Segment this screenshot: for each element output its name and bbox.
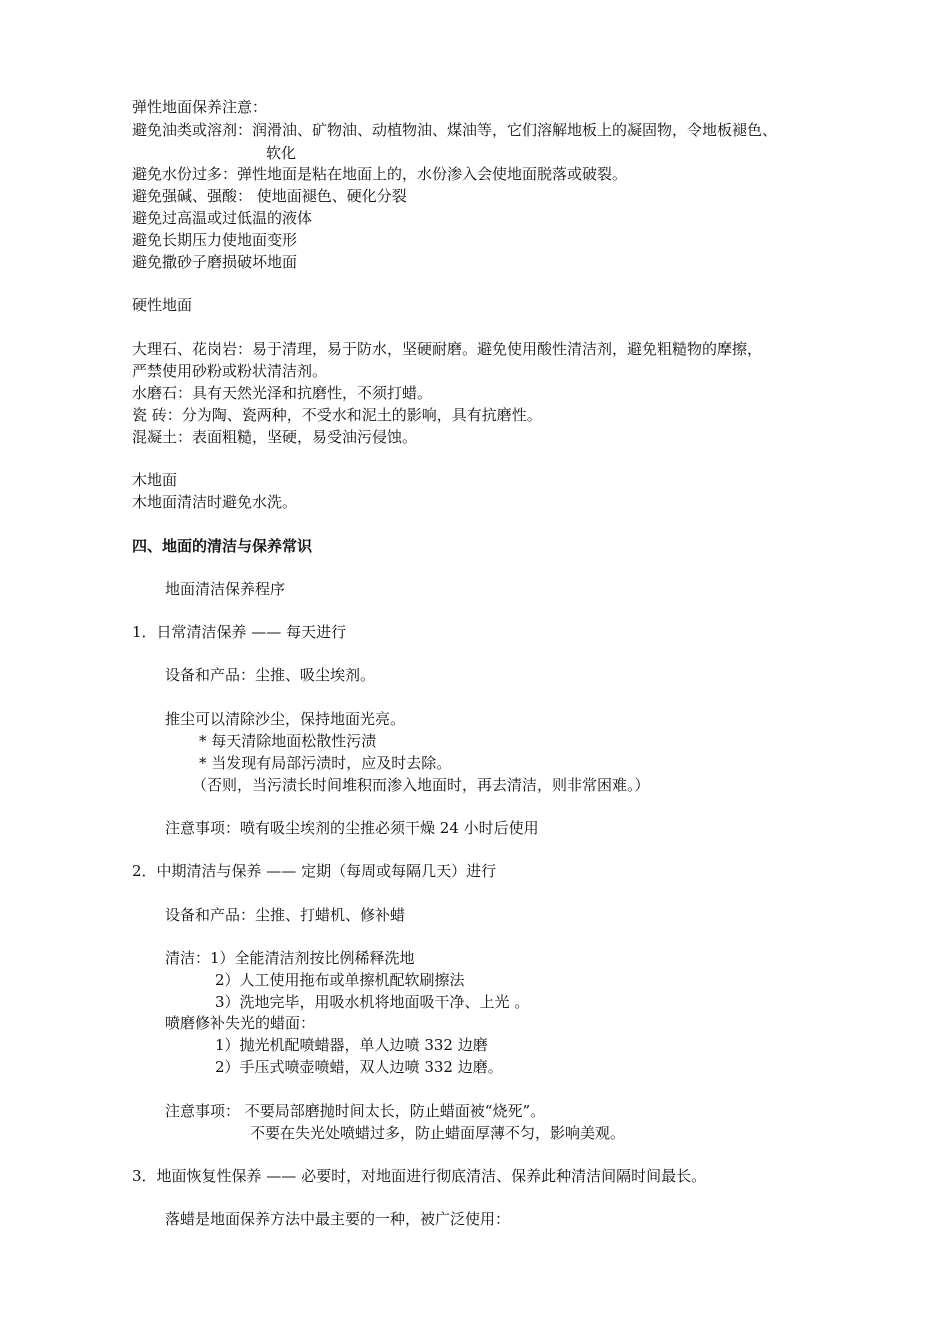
- text-line: 避免过高温或过低温的液体: [132, 209, 313, 227]
- numbered-item-1: 1．日常清洁保养 —— 每天进行: [132, 623, 347, 641]
- text-line: 落蜡是地面保养方法中最主要的一种，被广泛使用：: [165, 1210, 511, 1228]
- text-line: 木地面清洁时避免水洗。: [132, 493, 298, 511]
- text-line: 软化: [266, 144, 297, 162]
- note-line: 注意事项：喷有吸尘埃剂的尘推必须干燥 24 小时后使用: [165, 819, 539, 837]
- text-line: 2）手压式喷壶喷蜡，双人边喷 332 边磨。: [215, 1058, 503, 1076]
- text-line: 严禁使用砂粉或粉状清洁剂。: [132, 362, 328, 380]
- text-line: 大理石、花岗岩：易于清理，易于防水，坚硬耐磨。避免使用酸性清洁剂，避免粗糙物的摩擦，: [132, 340, 763, 358]
- note-line: 不要在失光处喷蜡过多，防止蜡面厚薄不匀，影响美观。: [250, 1124, 626, 1142]
- section-heading: 四、地面的清洁与保养常识: [132, 537, 313, 555]
- text-line: 避免撒砂子磨损破坏地面: [132, 253, 298, 271]
- numbered-item-3: 3．地面恢复性保养 —— 必要时，对地面进行彻底清洁、保养此种清洁间隔时间最长。: [132, 1167, 707, 1185]
- text-line: 1）抛光机配喷蜡器，单人边喷 332 边磨: [215, 1036, 488, 1054]
- heading-resilient-floor-care: 弹性地面保养注意：: [132, 98, 268, 116]
- text-line: 避免强碱、强酸： 使地面褪色、硬化分裂: [132, 187, 407, 205]
- text-line: 设备和产品：尘推、打蜡机、修补蜡: [165, 906, 406, 924]
- text-line: 设备和产品：尘推、吸尘埃剂。: [165, 666, 376, 684]
- numbered-item-2: 2．中期清洁与保养 —— 定期（每周或每隔几天）进行: [132, 862, 497, 880]
- note-line: 注意事项： 不要局部磨抛时间太长，防止蜡面被“烧死”。: [165, 1102, 546, 1120]
- text-line: （否则，当污渍长时间堆积而渗入地面时，再去清洁，则非常困难。）: [192, 776, 650, 794]
- text-line: 清洁：1）全能清洁剂按比例稀释洗地: [165, 949, 415, 967]
- text-line: 瓷 砖：分为陶、瓷两种，不受水和泥土的影响，具有抗磨性。: [132, 406, 542, 424]
- text-line: 避免长期压力使地面变形: [132, 231, 298, 249]
- text-line: 推尘可以清除沙尘，保持地面光亮。: [165, 710, 406, 728]
- text-line: 混凝土：表面粗糙，坚硬，易受油污侵蚀。: [132, 428, 418, 446]
- text-line: 水磨石：具有天然光泽和抗磨性，不须打蜡。: [132, 384, 433, 402]
- text-line: 2）人工使用拖布或单擦机配软刷擦法: [215, 971, 465, 989]
- heading-hard-floor: 硬性地面: [132, 296, 193, 314]
- text-line: 避免水份过多：弹性地面是粘在地面上的，水份渗入会使地面脱落或破裂。: [132, 165, 628, 183]
- text-line: 避免油类或溶剂：润滑油、矿物油、动植物油、煤油等，它们溶解地板上的凝固物，令地板褪色、: [132, 121, 778, 139]
- heading-wood-floor: 木地面: [132, 471, 178, 489]
- bullet-item: * 当发现有局部污渍时，应及时去除。: [199, 754, 452, 772]
- subheading: 地面清洁保养程序: [165, 580, 286, 598]
- text-line: 喷磨修补失光的蜡面：: [165, 1014, 316, 1032]
- bullet-item: * 每天清除地面松散性污渍: [199, 732, 377, 750]
- text-line: 3）洗地完毕，用吸水机将地面吸干净、上光 。: [215, 993, 530, 1011]
